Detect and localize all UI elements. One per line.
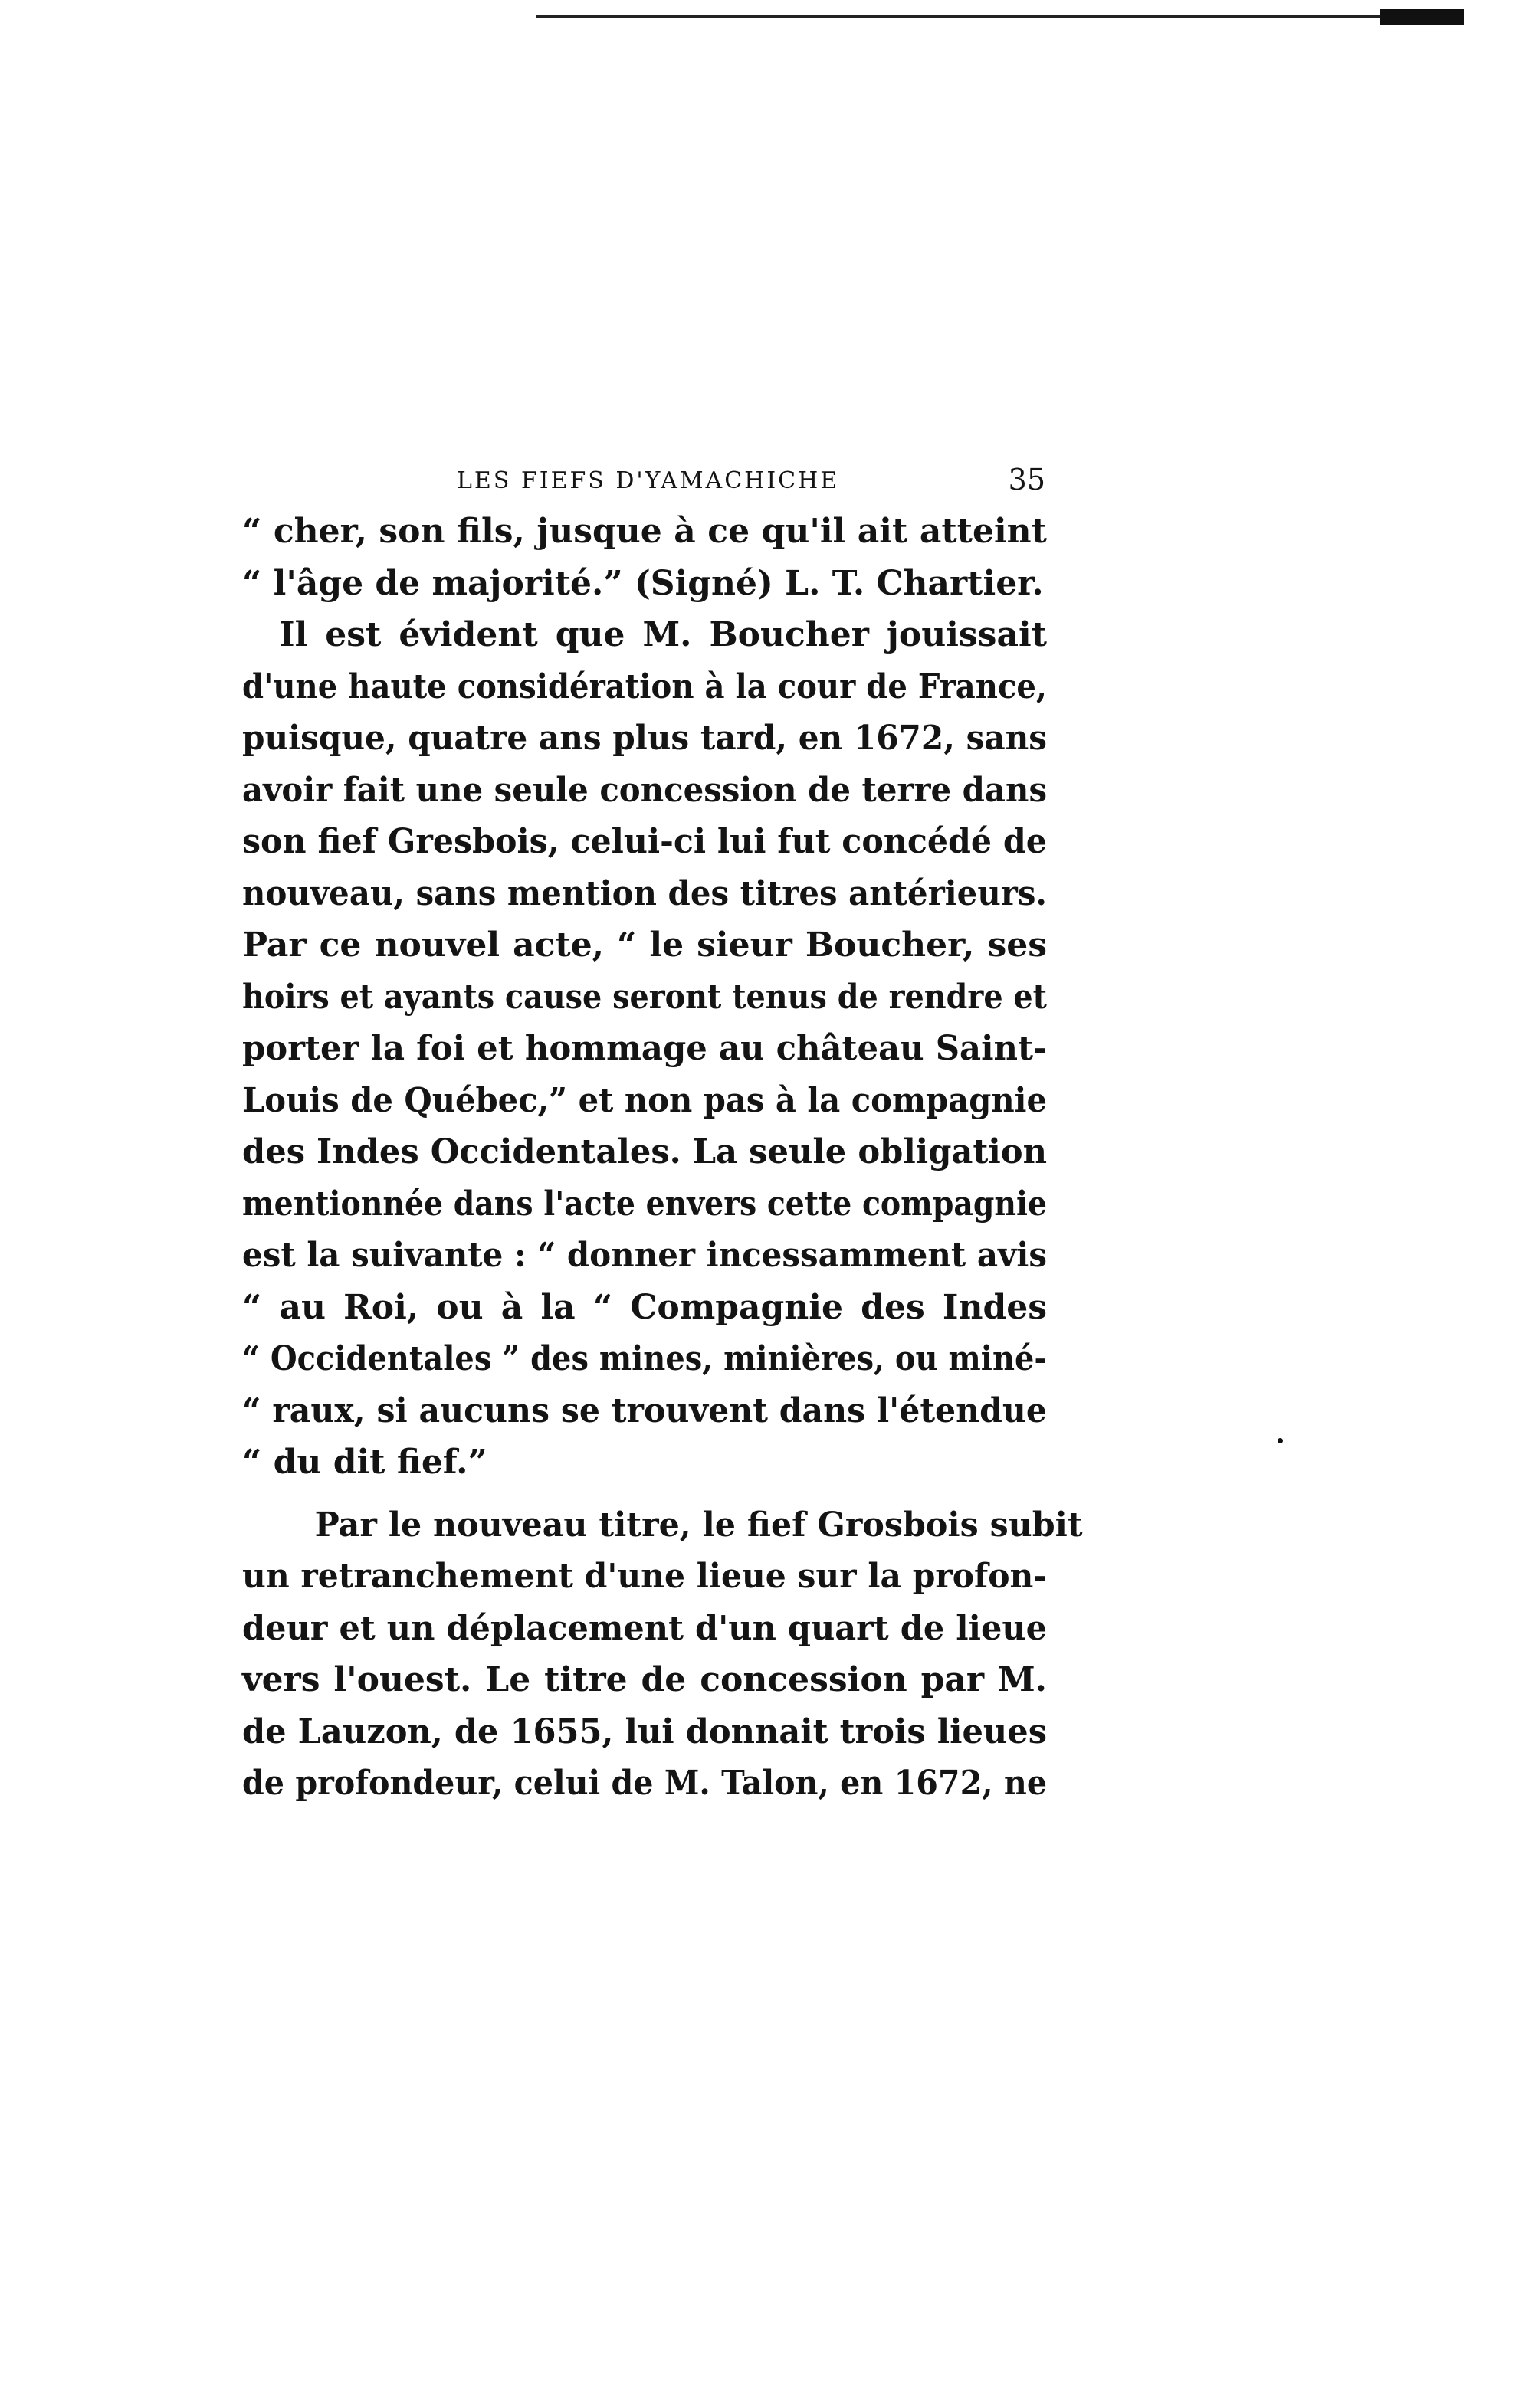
text-line: “ Occidentales ” des mines, minières, ou miné-	[242, 1339, 1048, 1378]
text-line: vers l'ouest. Le titre de concession par M.	[242, 1660, 1047, 1699]
text-line: Il est évident que M. Boucher jouissait	[279, 615, 1047, 654]
scan-edge-rule	[536, 8, 1464, 25]
text-line: “ cher, son fils, jusque à ce qu'il ait atteint	[242, 512, 1047, 551]
text-line: d'une haute considération à la cour de France,	[242, 667, 1047, 706]
scan-edge-line	[536, 15, 1464, 18]
ink-speck	[1278, 1438, 1283, 1443]
text-line: son fief Gresbois, celui-ci lui fut concédé de	[242, 822, 1047, 861]
page-number: 35	[1008, 463, 1045, 496]
paragraph-grosbois	[242, 1499, 1083, 1810]
running-header-title: LES FIEFS D'YAMACHICHE	[457, 467, 840, 494]
text-line: Par ce nouvel acte, “ le sieur Boucher, ses	[242, 926, 1047, 965]
text-line: est la suivante : “ donner incessamment avis	[242, 1236, 1048, 1275]
text-line: puisque, quatre ans plus tard, en 1672, sans	[242, 719, 1048, 758]
text-line: mentionnée dans l'acte envers cette compagnie	[242, 1184, 1047, 1224]
text-line: hoirs et ayants cause seront tenus de rendre et	[242, 977, 1048, 1017]
text-line: Louis de Québec,” et non pas à la compagnie	[242, 1080, 1048, 1120]
text-line: des Indes Occidentales. La seule obligation	[242, 1132, 1047, 1171]
text-line: “ du dit fief.”	[242, 1443, 487, 1482]
text-line: avoir fait une seule concession de terre dans	[242, 770, 1048, 810]
text-line: “ l'âge de majorité.” (Signé) L. T. Chartier.	[242, 563, 1044, 603]
text-line: “ raux, si aucuns se trouvent dans l'étendue	[242, 1391, 1048, 1430]
text-line: porter la foi et hommage au château Saint-	[242, 1029, 1048, 1068]
text-line: nouveau, sans mention des titres antérieurs.	[242, 873, 1048, 913]
paragraph-quote-end	[242, 506, 1047, 609]
text-line: “ au Roi, ou à la “ Compagnie des Indes	[242, 1287, 1047, 1327]
paragraph-boucher	[242, 609, 1047, 1489]
text-line: de profondeur, celui de M. Talon, en 1672, ne	[242, 1764, 1048, 1803]
book-page	[242, 452, 1083, 1810]
text-line: un retranchement d'une lieue sur la profon-	[242, 1557, 1048, 1596]
scan-edge-mark	[1380, 9, 1464, 25]
running-header	[242, 452, 1047, 506]
text-line: deur et un déplacement d'un quart de lieue	[242, 1608, 1048, 1648]
text-line: Par le nouveau titre, le fief Grosbois subit	[314, 1505, 1083, 1545]
text-line: de Lauzon, de 1655, lui donnait trois lieues	[242, 1712, 1047, 1751]
